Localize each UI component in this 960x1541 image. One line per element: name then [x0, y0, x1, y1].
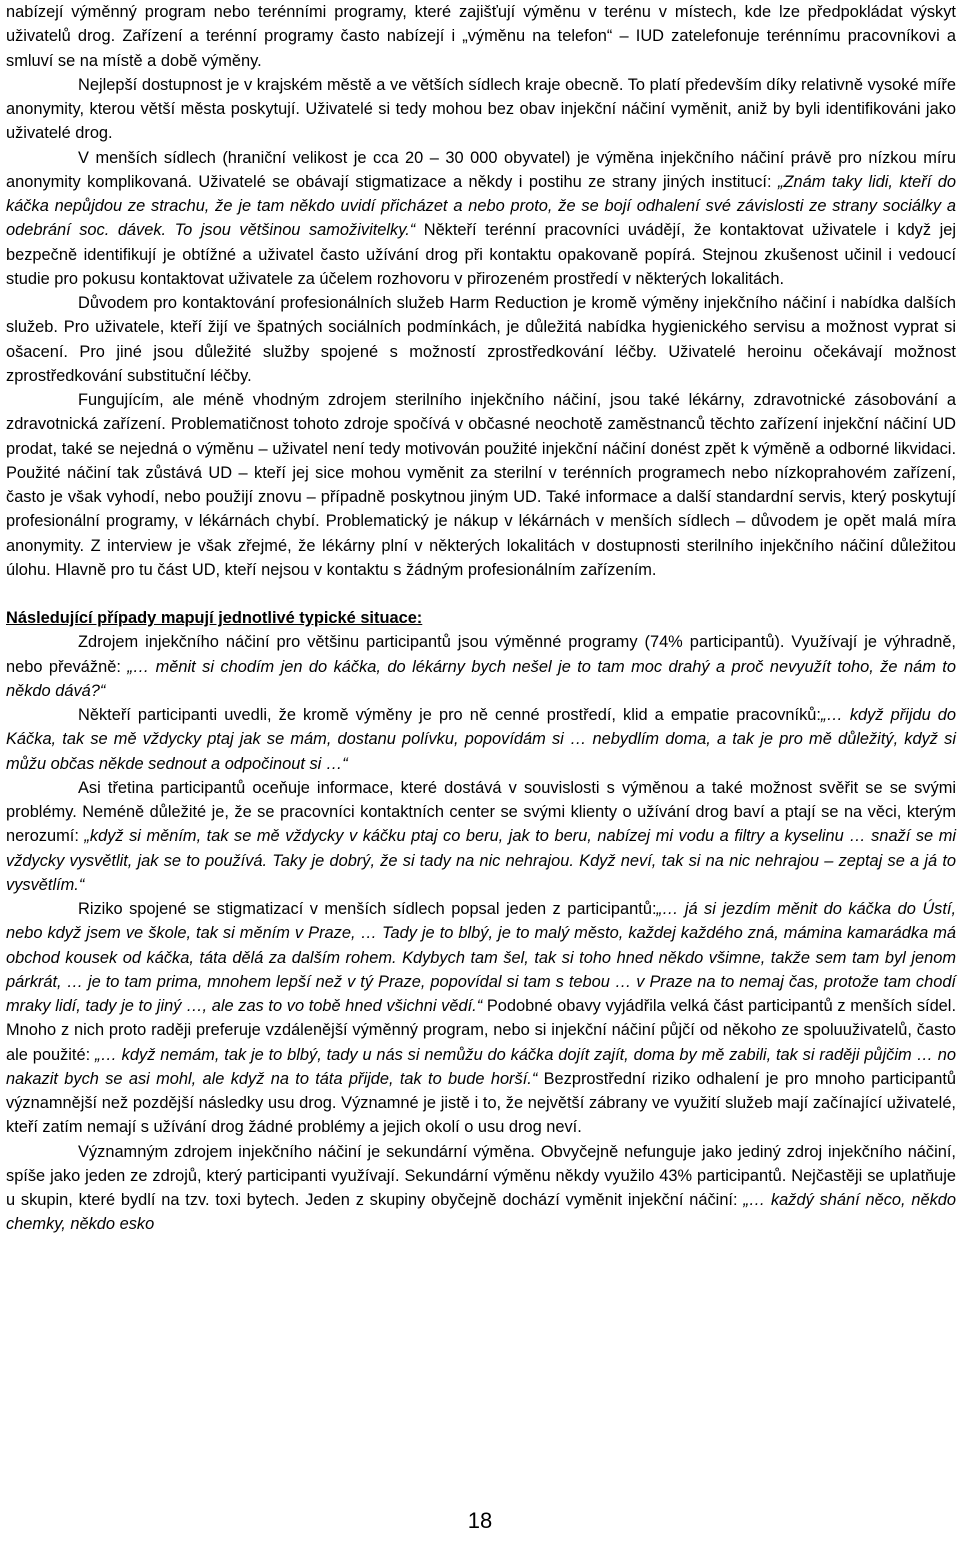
body-text: Následující případy mapují jednotlivé typické situace:	[6, 609, 423, 627]
paragraph	[6, 0, 956, 73]
body-text: Nejlepší dostupnost je v krajském městě a ve větších sídlech kraje obecně. To platí především díky relativně vysoké míře anonymity, kterou větší města poskytují. Uživatelé si tedy mohou bez obav injekční náčiní vyměnit, aniž by byli identifikováni jako uživatelé drog.	[6, 75, 956, 143]
quote-text: „… každý shání něco, někdo chemky, někdo esko	[6, 1191, 957, 1234]
body-text: Bezprostřední riziko odhalení je pro mnoho participantů významnější než pozdější následky usu drog. Významné je jistě i to, že největší zábrany ve využití služeb mají začínající uživatelé, kteří zatím nemají s užívání drog žádné problémy a jejich okolí o usu drog neví.	[6, 1069, 956, 1137]
paragraph	[6, 776, 956, 897]
paragraph	[6, 630, 956, 703]
body-text: Fungujícím, ale méně vhodným zdrojem sterilního injekčního náčiní, jsou také lékárny, zdravotnické zásobování a zdravotnická zařízení. Problematičnost tohoto zdroje spočívá v občasné neochotě zaměstnanců těchto zařízení injekční náčiní UD prodat, také se nejedná o výměnu – uživatel není tedy motivován použité injekční náčiní donést zpět k výměně a odborné likvidaci. Použité náčiní tak zůstává UD – kteří jej sice mohou vyměnit za sterilní v terénních programech nebo nízkoprahovém zařízení, často je však vyhodí, nebo použijí znovu – případně poskytnou jiným UD. Také informace a další standardní servis, který poskytují profesionální programy, v lékárnách chybí. Problematický je nákup v lékárnách v menších sídlech – důvodem je opět malá míra anonymity. Z interview je však zřejmé, že lékárny plní v některých lokalitách v dostupnosti sterilního injekčního náčiní důležitou úlohu. Hlavně pro tu část UD, kteří nejsou v kontaktu s žádným profesionálním zařízením.	[6, 391, 956, 579]
body-text: Někteří terénní pracovníci uvádějí, že kontaktovat uživatele i když jej bezpečně identifikují je obtížné a uživatel často užívání drog při kontaktu opakovaně popírá. Stejnou zkušenost učinil i vedoucí studie pro pokusu kontaktovat uživatele za účelem rozhovoru v přirozeném prostředí v některých lokalitách.	[6, 221, 956, 288]
paragraph	[6, 897, 956, 1140]
page-number: 18	[467, 1508, 493, 1533]
paragraph	[6, 1140, 956, 1237]
body-text: Významným zdrojem injekčního náčiní je sekundární výměna. Obvyčejně nefunguje jako jediný zdroj injekčního náčiní, spíše jako jeden ze zdrojů, který participanti využívají. Sekundární výměnu někdy využilo 43% participantů. Nejčastěji se uplatňuje u skupin, které bydlí na tzv. toxi bytech. Jeden z skupiny obyčejně dochází vyměnit injekční náčiní:	[6, 1142, 956, 1209]
body-text: Asi třetina participantů oceňuje informace, které dostává v souvislosti s výměnou a také možnost svěřit se se svými problémy. Neméně důležité je, že se pracovníci kontaktních center se svými klienty o užívání drog baví a ptají se na věci, kterým nerozumí:	[6, 778, 956, 846]
paragraph	[6, 388, 956, 582]
quote-text: „… když přijdu do Káčka, tak se mě vždycky ptaj jak se mám, dostanu polívku, popovídám si … nebydlím doma, a tak je pro mě důležitý, když si můžu občas někde sednout a odpočinout si …“	[6, 706, 956, 773]
quote-text: „když si měním, tak se mě vždycky v káčku ptaj co beru, jak to beru, nabízej mi vodu a filtry a kyselinu … snaží se mi vždycky vysvětlit, jak se to používá. Taky je dobrý, že si tady na nic nehrajou. Když neví, tak si na nic nehrajou – zeptaj se a já to vysvětlím.“	[6, 827, 957, 894]
body-text: Riziko spojené se stigmatizací v menších sídlech popsal jeden z participantů:	[78, 900, 657, 918]
quote-text: „… když nemám, tak je to blbý, tady u nás si nemůžu do káčka dojít zajít, doma by mě zabili, tak si raději půjčim … no nakazit bych se asi mohl, ale když na to táta přijde, tak to bude horší.“	[6, 1045, 956, 1088]
paragraph	[6, 703, 956, 776]
body-text: Někteří participanti uvedli, že kromě výměny je pro ně cenné prostředí, klid a empatie pracovníků:	[78, 706, 821, 724]
body-text: nabízejí výměnný program nebo terénními programy, které zajišťují výměnu v terénu v místech, kde lze předpokládat výskyt uživatelů drog. Zařízení a terénní programy často nabízejí i „výměnu na telefon“ – IUD zatelefonuje terénnímu pracovníkovi a smluví se na místě a době výměny.	[6, 3, 956, 70]
body-text: V menších sídlech (hraniční velikost je cca 20 – 30 000 obyvatel) je výměna injekčního náčiní právě pro nízkou míru anonymity komplikovaná. Uživatelé se obávají stigmatizace a někdy i postihu ze strany jiných institucí:	[6, 148, 956, 191]
paragraph-gap	[6, 582, 956, 606]
body-text: Podobné obavy vyjádřila velká část participantů z menších sídel. Mnoho z nich proto raději preferuje vzdálenější výměnný program, nebo si injekční náčiní půjčí od někoho ze spoluuživatelů, často ale použité:	[6, 997, 956, 1064]
quote-text: „… já si jezdím měnit do káčka do Ústí, nebo když jsem ve škole, tak si měním v Praze, … Tady je to blbý, je to malý město, každej každého zná, mámina kamarádka má obchod kousek od káčka, táta dělá za dalším rohem. Kdybych tam šel, tak si toho hned někdo všimne, takže sem tam byl jenom párkrát, … je to tam prima, mnohem lepší než v tý Praze, popovídal si tam s tebou … v Praze na to nemaj čas, protože tam chodí mraky lidí, tady je to jiný …, ale zas to vo tobě hned všichni vědí.“	[6, 900, 957, 1015]
body-text: Důvodem pro kontaktování profesionálních služeb Harm Reduction je kromě výměny injekčního náčiní i nabídka dalších služeb. Pro uživatele, kteří žijí ve špatných sociálních podmínkách, je důležitá nabídka hygienického servisu a možnost vyprat si ošacení. Pro jiné jsou důležité služby spojené s možností zprostředkování léčby. Uživatelé heroinu očekávají možnost zprostředkování substituční léčby.	[6, 294, 956, 385]
paragraph	[6, 73, 956, 146]
body-text: Zdrojem injekčního náčiní pro většinu participantů jsou výměnné programy (74% participantů). Využívají je výhradně, nebo převážně:	[6, 633, 956, 676]
quote-text: „… měnit si chodím jen do káčka, do lékárny bych nešel je to tam moc drahý a proč nevyužít toho, že nám to někdo dává?“	[6, 657, 956, 700]
section-heading	[6, 606, 956, 630]
paragraph	[6, 291, 956, 388]
document-page	[6, 0, 956, 1237]
quote-text: „Znám taky lidi, kteří do káčka nepůjdou ze strachu, že je tam někdo uvidí přicházet a nebo proto, že se bojí odhalení své závislosti ze strany sociálky a odebrání soc. dávek. To jsou většinou samoživitelky.“	[6, 172, 956, 240]
paragraph	[6, 146, 956, 292]
